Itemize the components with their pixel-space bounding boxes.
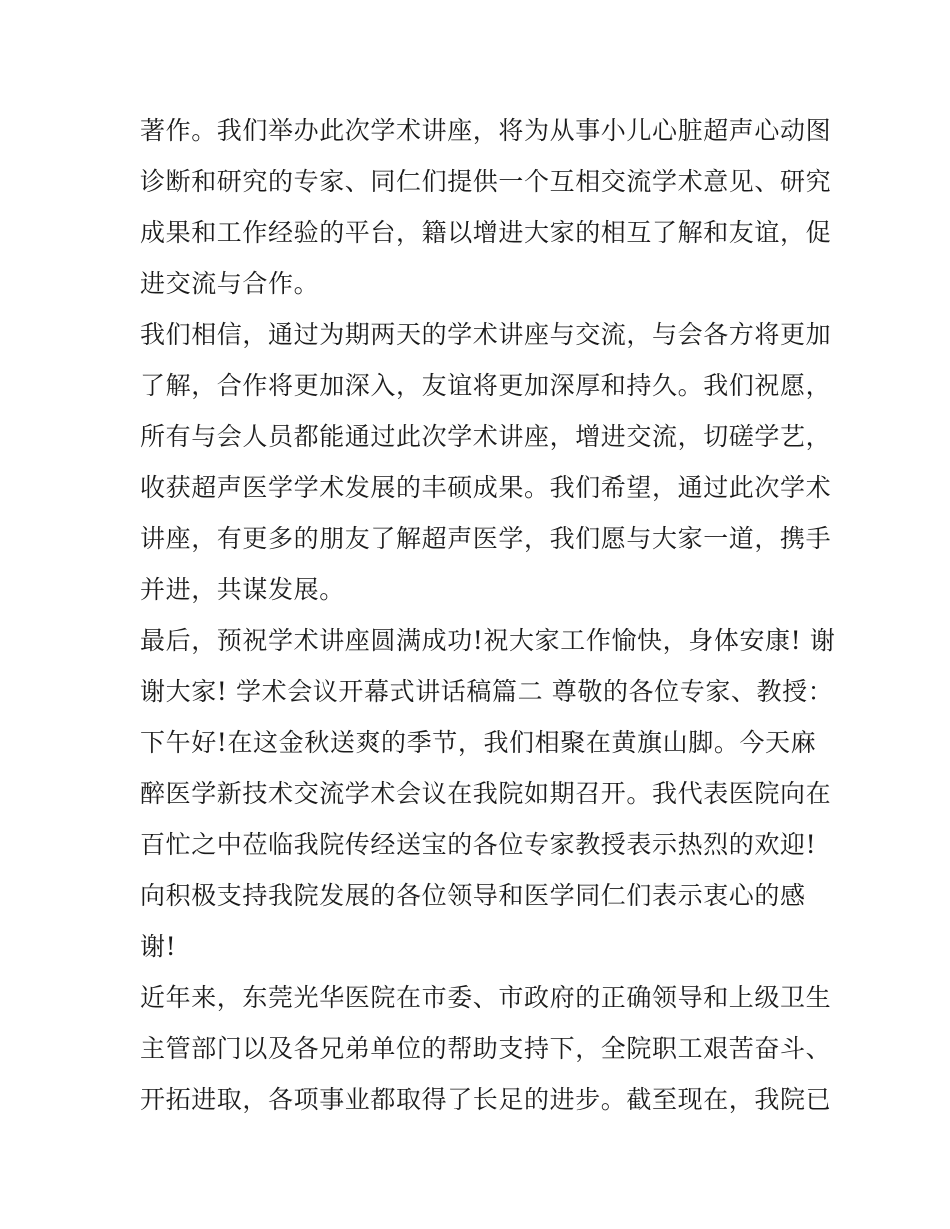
text-line: 进交流与合作。 — [140, 269, 320, 298]
paragraph-4 — [140, 972, 832, 1125]
text-line: 了解，合作将更加深入，友谊将更加深厚和持久。我们祝愿， — [140, 371, 832, 400]
document-page — [140, 105, 836, 1125]
text-line: 醉医学新技术交流学术会议在我院如期召开。我代表医院向在 — [140, 779, 832, 808]
text-line: 成果和工作经验的平台，籍以增进大家的相互了解和友谊，促 — [140, 218, 832, 247]
text-line: 最后，预祝学术讲座圆满成功!祝大家工作愉快，身体安康! 谢 — [140, 626, 836, 655]
text-line: 收获超声医学学术发展的丰硕成果。我们希望，通过此次学术 — [140, 473, 832, 502]
text-line: 近年来，东莞光华医院在市委、市政府的正确领导和上级卫生 — [140, 983, 832, 1012]
text-line: 谢! — [140, 932, 177, 961]
text-line: 向积极支持我院发展的各位领导和医学同仁们表示衷心的感 — [140, 881, 806, 910]
text-line: 开拓进取，各项事业都取得了长足的进步。截至现在，我院已 — [140, 1085, 832, 1114]
paragraph-2 — [140, 309, 832, 615]
text-line: 谢大家! 学术会议开幕式讲话稿篇二 尊敬的各位专家、教授： — [140, 677, 834, 706]
text-line: 百忙之中莅临我院传经送宝的各位专家教授表示热烈的欢迎! — [140, 830, 817, 859]
text-line: 所有与会人员都能通过此次学术讲座，增进交流，切磋学艺， — [140, 422, 832, 451]
paragraph-3 — [140, 615, 836, 972]
text-line: 著作。我们举办此次学术讲座，将为从事小儿心脏超声心动图 — [140, 116, 832, 145]
text-line: 主管部门以及各兄弟单位的帮助支持下，全院职工艰苦奋斗、 — [140, 1034, 832, 1063]
text-line: 讲座，有更多的朋友了解超声医学，我们愿与大家一道，携手 — [140, 524, 832, 553]
text-line: 我们相信，通过为期两天的学术讲座与交流，与会各方将更加 — [140, 320, 832, 349]
text-line: 并进，共谋发展。 — [140, 575, 345, 604]
paragraph-1 — [140, 105, 832, 309]
text-line: 下午好!在这金秋送爽的季节，我们相聚在黄旗山脚。今天麻 — [140, 728, 817, 757]
text-line: 诊断和研究的专家、同仁们提供一个互相交流学术意见、研究 — [140, 167, 832, 196]
